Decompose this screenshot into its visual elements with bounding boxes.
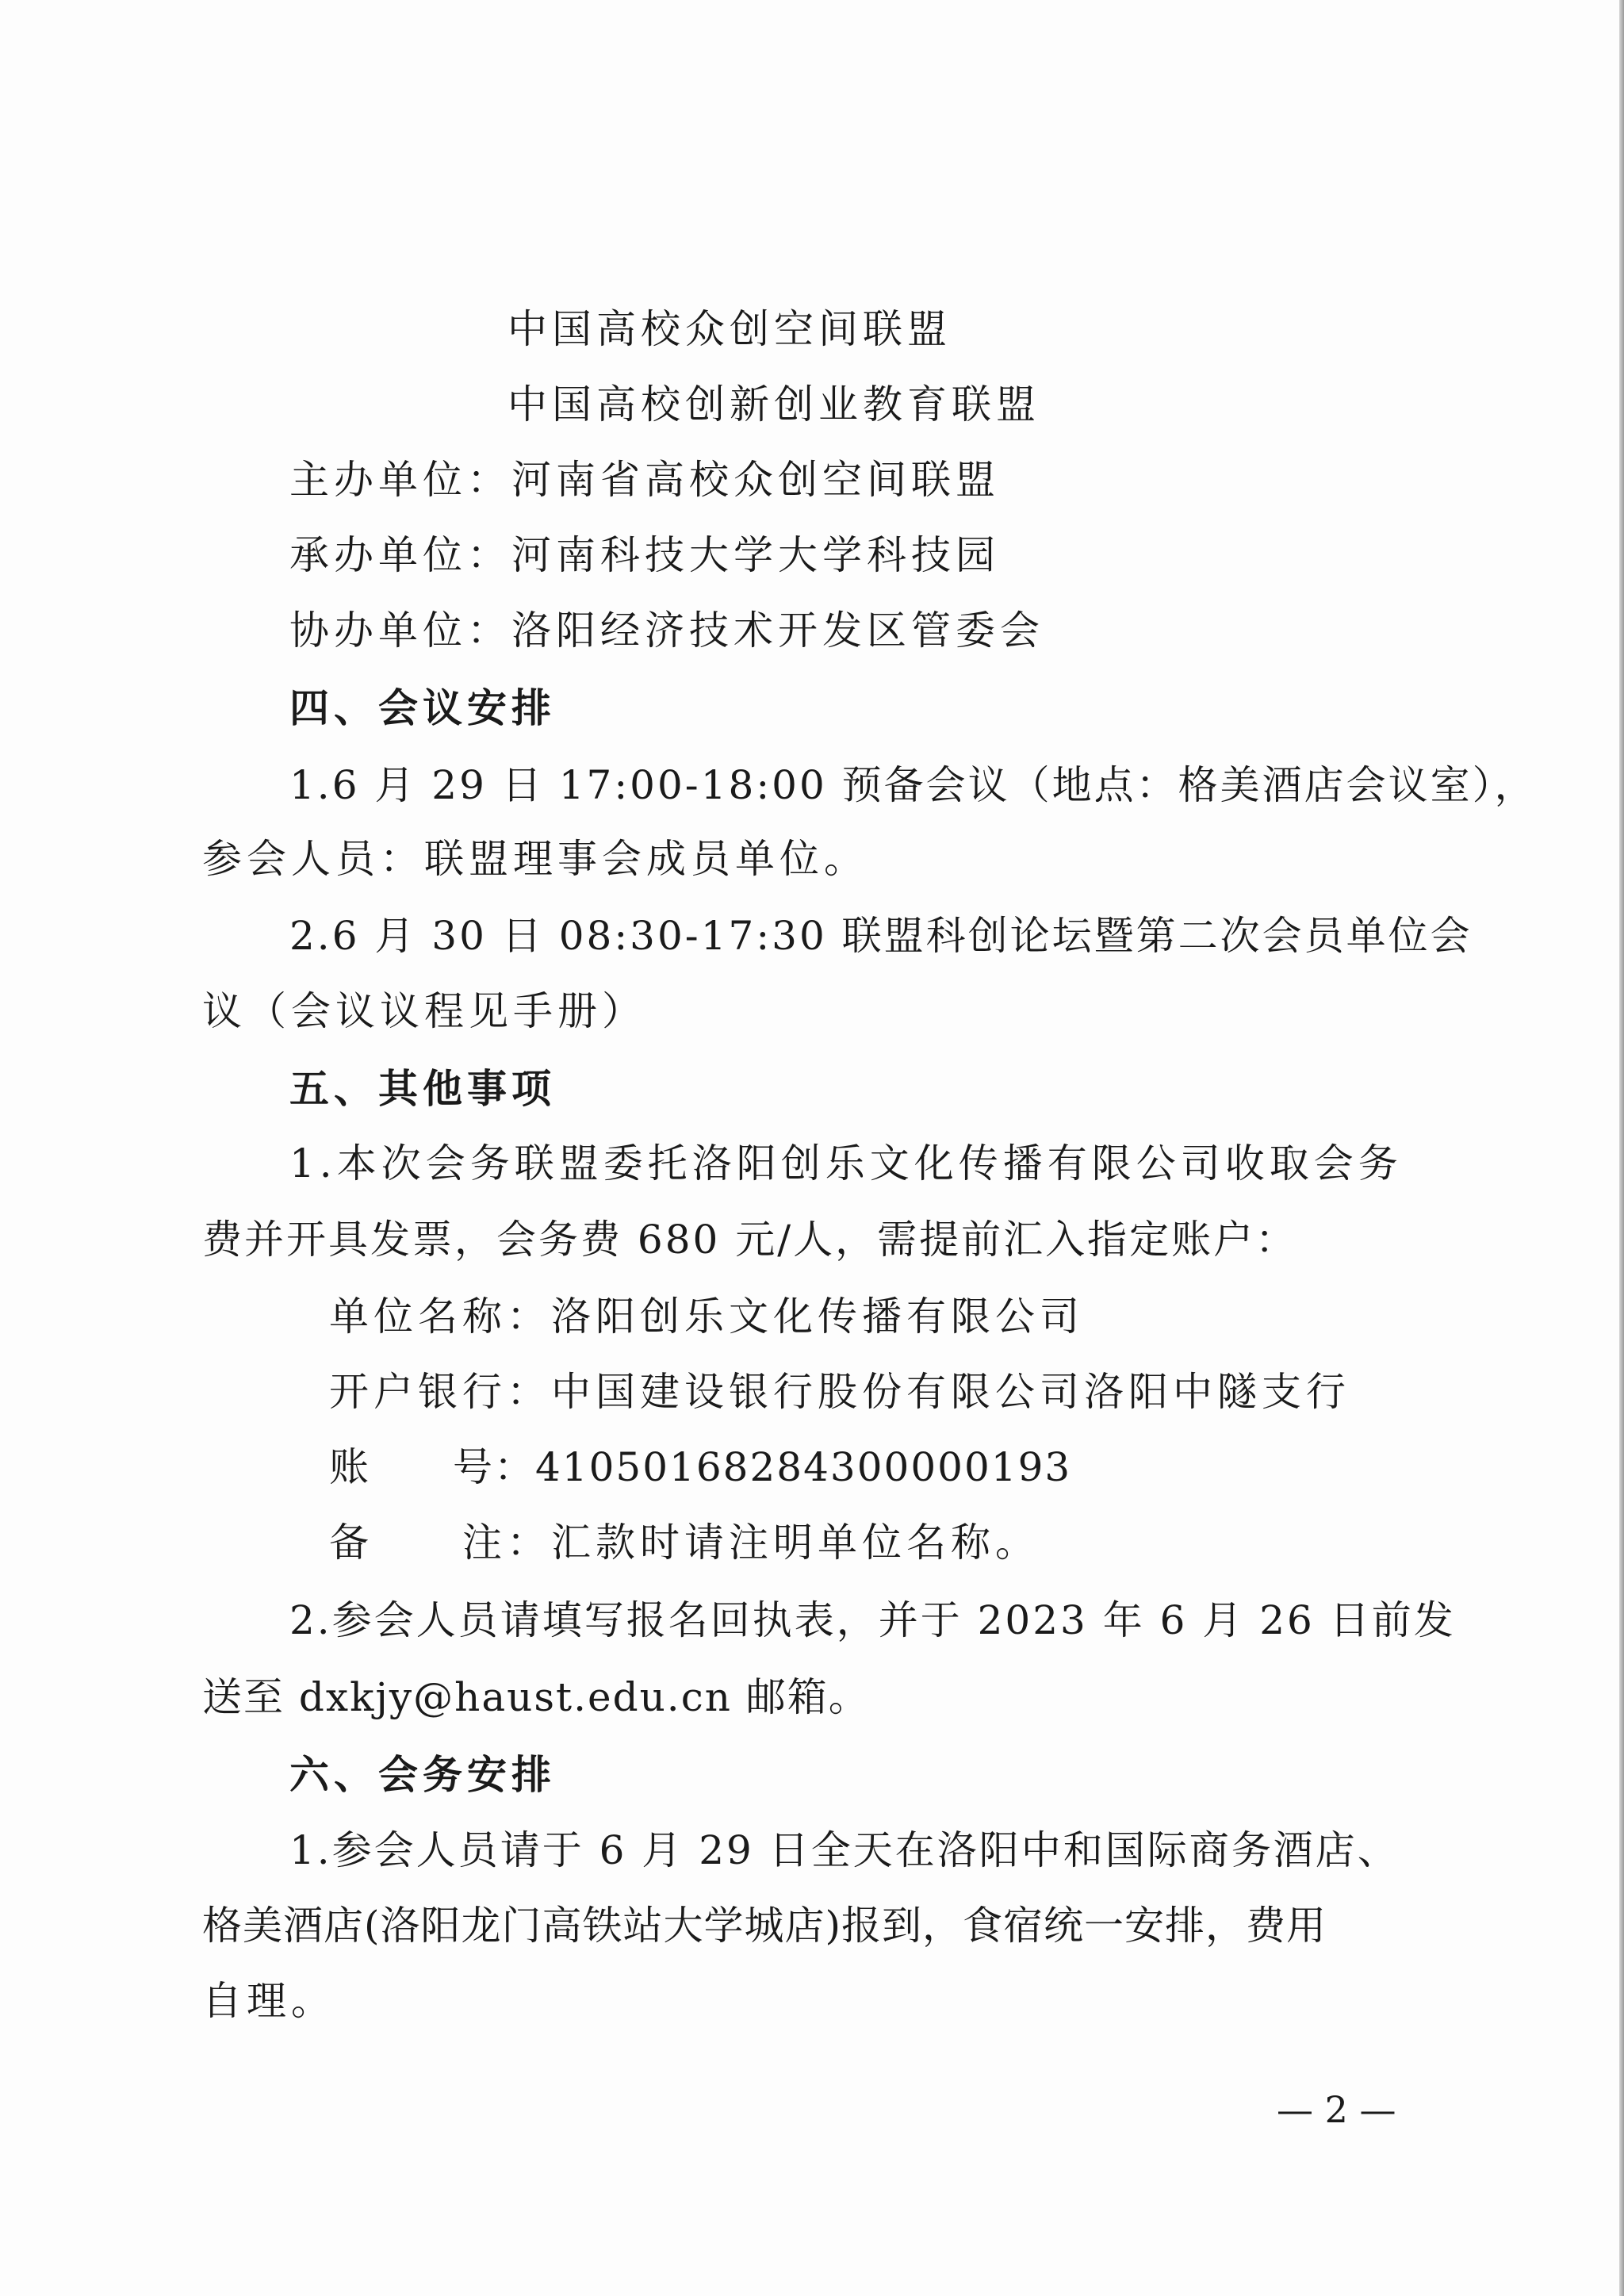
host-unit: 主办单位：河南省高校众创空间联盟 [289,457,1000,503]
section-6-item-1-line-1: 1.参会人员请于 6 月 29 日全天在洛阳中和国际商务酒店、 [289,1827,1400,1873]
section-6-item-1-line-3: 自理。 [202,1978,335,2024]
bank-name: 开户银行：中国建设银行股份有限公司洛阳中隧支行 [329,1369,1350,1415]
co-organizer-1: 中国高校众创空间联盟 [508,306,952,352]
section-4-item-2-line-1: 2.6 月 30 日 08:30-17:30 联盟科创论坛暨第二次会员单位会 [289,913,1473,959]
section-4-item-1-line-1: 1.6 月 29 日 17:00-18:00 预备会议（地点：格美酒店会议室）， [289,762,1537,808]
section-6-title: 六、会务安排 [289,1752,556,1798]
section-6-item-1-line-2: 格美酒店(洛阳龙门高铁站大学城店)报到，食宿统一安排，费用 [202,1903,1327,1949]
section-4-title: 四、会议安排 [289,685,556,731]
scan-edge-shadow [1619,0,1624,2296]
assistant-unit: 协办单位：洛阳经济技术开发区管委会 [289,608,1044,654]
co-organizer-2: 中国高校创新创业教育联盟 [508,381,1040,427]
account-name: 单位名称：洛阳创乐文化传播有限公司 [329,1294,1084,1340]
account-number: 账 号：41050168284300000193 [329,1444,1072,1490]
page-number: — 2 — [1277,2088,1396,2131]
section-5-item-2-line-2: 送至 dxkjy@haust.edu.cn 邮箱。 [202,1674,870,1720]
section-5-title: 五、其他事项 [289,1066,556,1112]
section-4-item-1-line-2: 参会人员：联盟理事会成员单位。 [202,836,868,882]
section-4-item-2-line-2: 议（会议议程见手册） [202,988,646,1034]
section-5-item-2-line-1: 2.参会人员请填写报名回执表，并于 2023 年 6 月 26 日前发 [289,1597,1456,1643]
undertaker-unit: 承办单位：河南科技大学大学科技园 [289,532,1000,578]
remittance-remark: 备 注：汇款时请注明单位名称。 [329,1520,1040,1566]
section-5-item-1-line-1: 1.本次会务联盟委托洛阳创乐文化传播有限公司收取会务 [289,1140,1403,1186]
section-5-item-1-line-2: 费并开具发票，会务费 680 元/人，需提前汇入指定账户： [202,1217,1298,1263]
